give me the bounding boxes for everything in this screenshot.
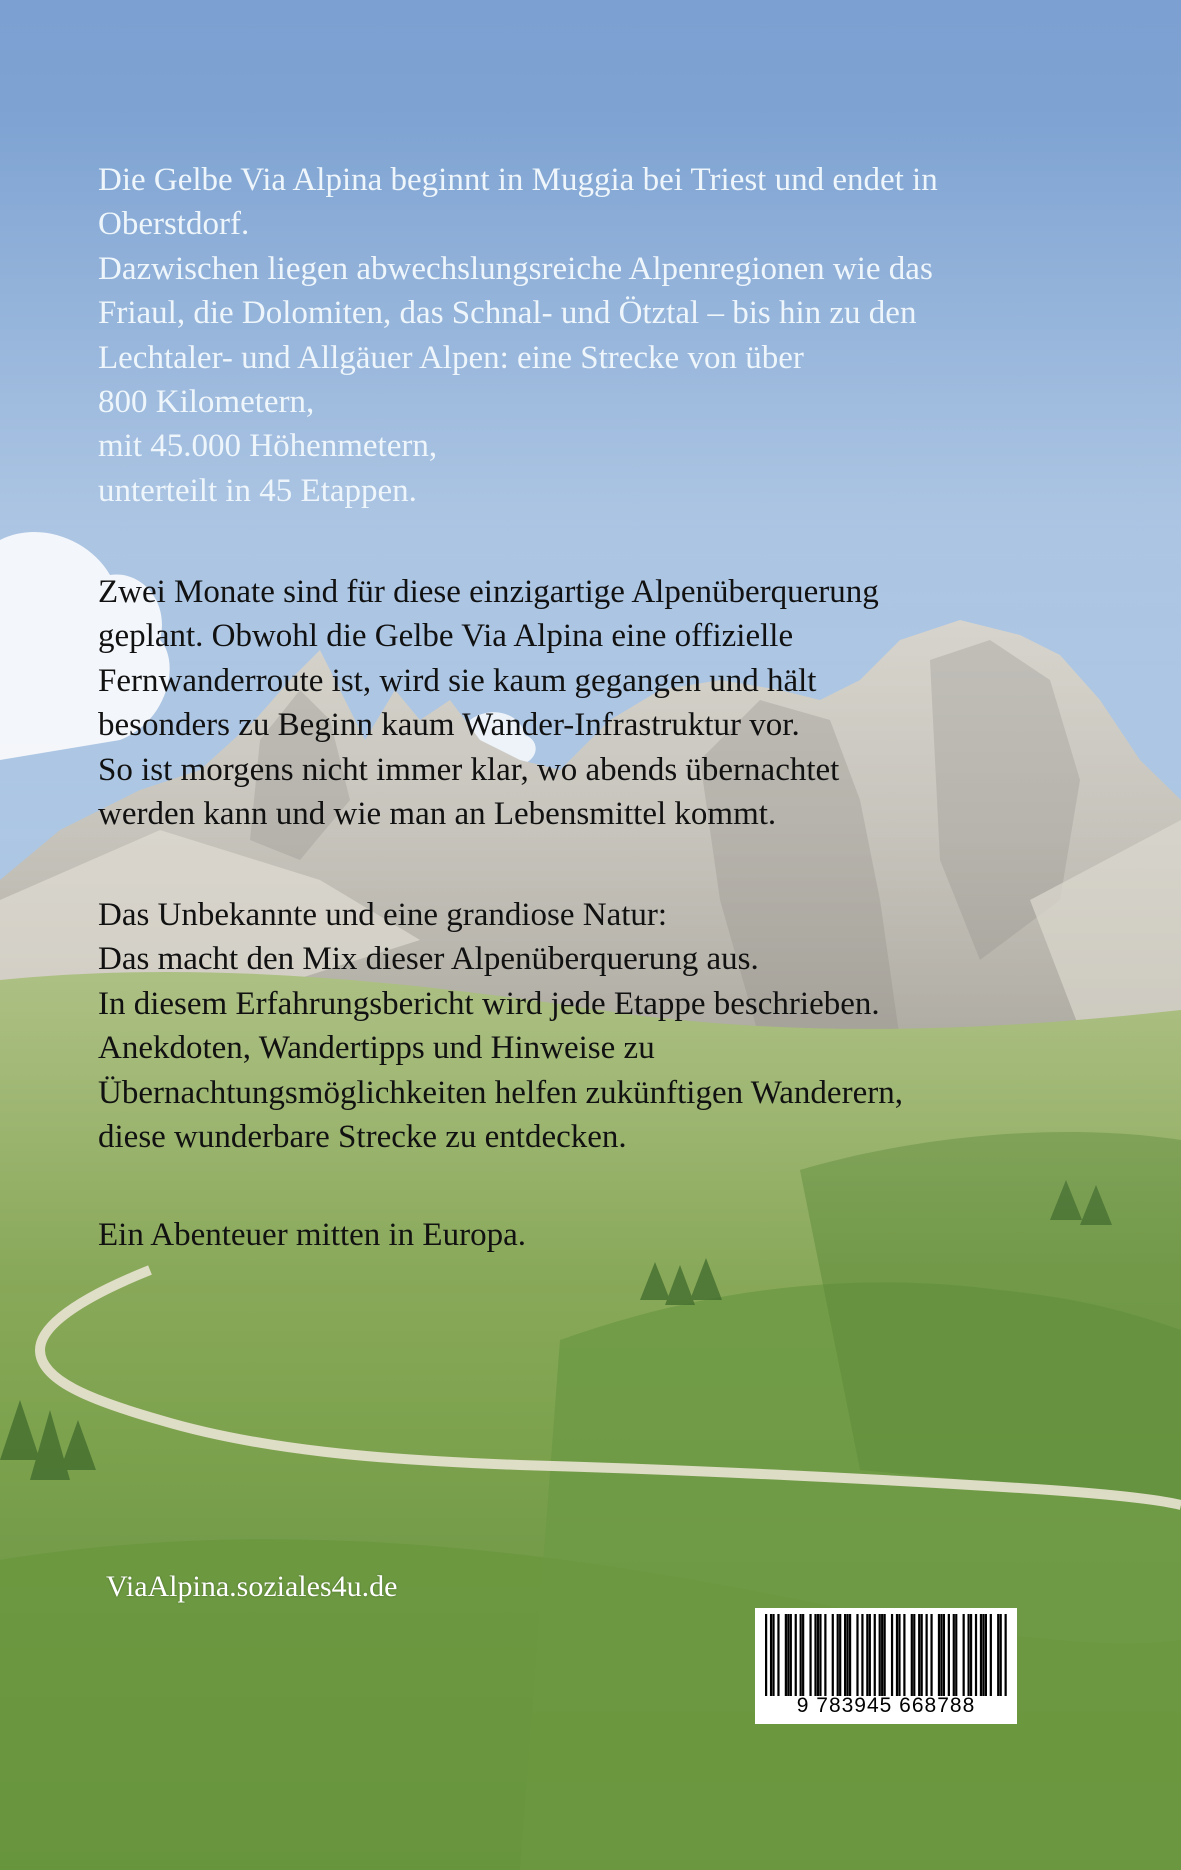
website-url: ViaAlpina.soziales4u.de — [106, 1570, 398, 1603]
barcode-bar — [819, 1614, 821, 1696]
barcode-bar — [903, 1614, 905, 1696]
barcode-bar — [898, 1614, 900, 1696]
blurb-line: 800 Kilometern, — [98, 384, 315, 421]
barcode-bar — [891, 1614, 893, 1696]
barcode-bar — [955, 1614, 957, 1696]
barcode-bar — [879, 1614, 881, 1696]
blurb-line: besonders zu Beginn kaum Wander-Infrastruktur vor. — [98, 707, 800, 744]
blurb-line: Das Unbekannte und eine grandiose Natur: — [98, 897, 668, 933]
barcode-bar — [802, 1614, 804, 1696]
blurb-line: Ein Abenteuer mitten in Europa. — [98, 1217, 526, 1253]
barcode-bar — [869, 1614, 871, 1696]
barcode-bar — [790, 1614, 792, 1696]
barcode-bar — [839, 1614, 841, 1696]
barcode-bar — [800, 1614, 802, 1696]
barcode-bar — [874, 1614, 876, 1696]
barcode-bar — [1005, 1614, 1007, 1696]
barcode-bar — [817, 1614, 819, 1696]
barcode-bars — [765, 1614, 1007, 1696]
barcode-bar — [1000, 1614, 1002, 1696]
barcode-bar — [921, 1614, 923, 1696]
barcode-bar — [832, 1614, 834, 1696]
blurb-line: Fernwanderroute ist, wird sie kaum gegangen und hält — [98, 662, 817, 699]
blurb-paragraph-plan — [98, 570, 1118, 836]
blurb-line: Die Gelbe Via Alpina beginnt in Muggia bei Triest und endet in — [98, 162, 938, 198]
barcode-bar — [866, 1614, 868, 1696]
barcode-bar — [814, 1614, 816, 1696]
barcode-bar — [795, 1614, 797, 1696]
barcode-bar — [884, 1614, 886, 1696]
blurb-line: Dazwischen liegen abwechslungsreiche Alpenregionen wie das — [98, 250, 933, 287]
barcode-bar — [787, 1614, 789, 1696]
barcode-bar — [809, 1614, 811, 1696]
blurb-line: Friaul, die Dolomiten, das Schnal- und Ötztal – bis hin zu den — [98, 295, 917, 332]
barcode-bar — [837, 1614, 839, 1696]
barcode-bar — [911, 1614, 913, 1696]
blurb-line: So ist morgens nicht immer klar, wo abends übernachtet — [98, 751, 840, 788]
barcode-bar — [849, 1614, 851, 1696]
blurb-paragraph-nature — [98, 893, 1118, 1159]
barcode-bar — [938, 1614, 940, 1696]
blurb-line: diese wunderbare Strecke zu entdecken. — [98, 1119, 627, 1156]
barcode-bar — [881, 1614, 883, 1696]
barcode-bar — [918, 1614, 920, 1696]
barcode-bar — [913, 1614, 915, 1696]
blurb-line: Das macht den Mix dieser Alpenüberquerung aus. — [98, 941, 759, 978]
barcode-bar — [856, 1614, 858, 1696]
barcode-bar — [785, 1614, 787, 1696]
blurb-line: werden kann und wie man an Lebensmittel kommt. — [98, 796, 777, 833]
barcode-bar — [930, 1614, 932, 1696]
barcode-bar — [982, 1614, 984, 1696]
barcode-bar — [975, 1614, 977, 1696]
barcode-bar — [896, 1614, 898, 1696]
barcode-bar — [943, 1614, 945, 1696]
barcode-bar — [967, 1614, 969, 1696]
blurb-line: Lechtaler- und Allgäuer Alpen: eine Strecke von über — [98, 339, 804, 376]
barcode-bar — [990, 1614, 992, 1696]
blurb-line: geplant. Obwohl die Gelbe Via Alpina eine offizielle — [98, 618, 794, 655]
blurb-paragraph-intro — [98, 158, 1118, 513]
barcode-bar — [926, 1614, 928, 1696]
barcode-bar — [844, 1614, 846, 1696]
barcode-bar — [777, 1614, 779, 1696]
barcode-bar — [997, 1614, 999, 1696]
blurb-line: Anekdoten, Wandertipps und Hinweise zu — [98, 1030, 655, 1067]
barcode-bar — [970, 1614, 972, 1696]
barcode-bar — [953, 1614, 955, 1696]
barcode-bar — [940, 1614, 942, 1696]
blurb-line: unterteilt in 45 Etappen. — [98, 472, 417, 509]
blurb-line: Übernachtungsmöglichkeiten helfen zukünftigen Wanderern, — [98, 1074, 903, 1111]
barcode-bar — [772, 1614, 774, 1696]
barcode-bar — [861, 1614, 863, 1696]
barcode-bar — [770, 1614, 772, 1696]
barcode-bar — [948, 1614, 950, 1696]
isbn-barcode — [755, 1608, 1017, 1724]
blurb-line: Oberstdorf. — [98, 206, 250, 243]
barcode-bar — [824, 1614, 826, 1696]
blurb-line: Zwei Monate sind für diese einzigartige Alpenüberquerung — [98, 574, 879, 610]
barcode-bar — [985, 1614, 987, 1696]
blurb-line: mit 45.000 Höhenmetern, — [98, 428, 438, 465]
blurb-line: In diesem Erfahrungsbericht wird jede Etappe beschrieben. — [98, 985, 880, 1022]
barcode-bar — [980, 1614, 982, 1696]
isbn-number: 9 783945 668788 — [796, 1694, 976, 1717]
barcode-bar — [963, 1614, 965, 1696]
barcode-bar — [846, 1614, 848, 1696]
blurb-paragraph-closing — [98, 1213, 1118, 1257]
barcode-bar — [765, 1614, 767, 1696]
